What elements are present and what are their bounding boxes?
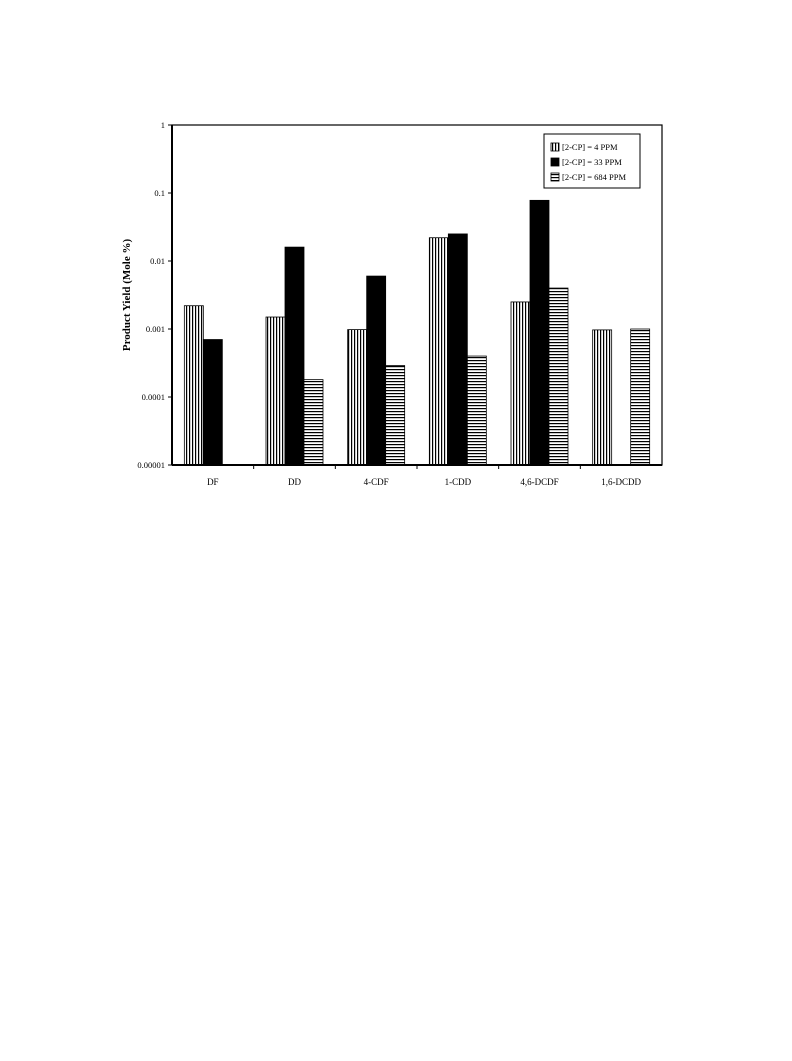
bar-684ppm-1-cdd: [467, 356, 486, 465]
bar-33ppm-1-cdd: [448, 234, 467, 465]
bar-4ppm-dd: [266, 317, 285, 465]
bar-4ppm-df: [184, 306, 203, 465]
x-tick-label: 4-CDF: [363, 477, 389, 487]
bar-4ppm-4-cdf: [348, 330, 367, 465]
y-tick-label: 0.00001: [137, 460, 165, 470]
y-tick-label: 0.01: [150, 256, 165, 266]
legend: [544, 134, 640, 188]
bar-684ppm-1-6-dcdd: [631, 329, 650, 465]
legend-swatch-684ppm: [551, 173, 559, 181]
x-tick-label: DD: [288, 477, 301, 487]
bar-684ppm-4-6-dcdf: [549, 288, 568, 465]
bar-33ppm-4-cdf: [367, 276, 386, 465]
x-ticks: [207, 465, 641, 487]
y-ticks: [137, 120, 172, 470]
bar-4ppm-1-cdd: [429, 238, 448, 465]
legend-label-684ppm: [2-CP] = 684 PPM: [562, 172, 627, 182]
legend-swatch-33ppm: [551, 158, 559, 166]
bar-4ppm-1-6-dcdd: [593, 330, 612, 465]
y-tick-label: 1: [160, 120, 165, 130]
bar-684ppm-dd: [304, 380, 323, 465]
bar-33ppm-dd: [285, 247, 304, 465]
bars-layer: [184, 200, 649, 465]
x-tick-label: DF: [207, 477, 219, 487]
bar-33ppm-4-6-dcdf: [530, 200, 549, 465]
x-tick-label: 1-CDD: [444, 477, 472, 487]
y-tick-label: 0.001: [145, 324, 165, 334]
y-tick-label: 0.0001: [141, 392, 165, 402]
bar-684ppm-4-cdf: [386, 366, 405, 465]
bar-33ppm-df: [203, 340, 222, 465]
legend-swatch-4ppm: [551, 143, 559, 151]
x-tick-label: 4,6-DCDF: [520, 477, 559, 487]
x-tick-label: 1,6-DCDD: [601, 477, 642, 487]
y-axis-label: Product Yield (Mole %): [121, 238, 133, 352]
legend-label-33ppm: [2-CP] = 33 PPM: [562, 157, 622, 167]
bar-4ppm-4-6-dcdf: [511, 302, 530, 465]
y-tick-label: 0.1: [154, 188, 165, 198]
legend-label-4ppm: [2-CP] = 4 PPM: [562, 142, 618, 152]
